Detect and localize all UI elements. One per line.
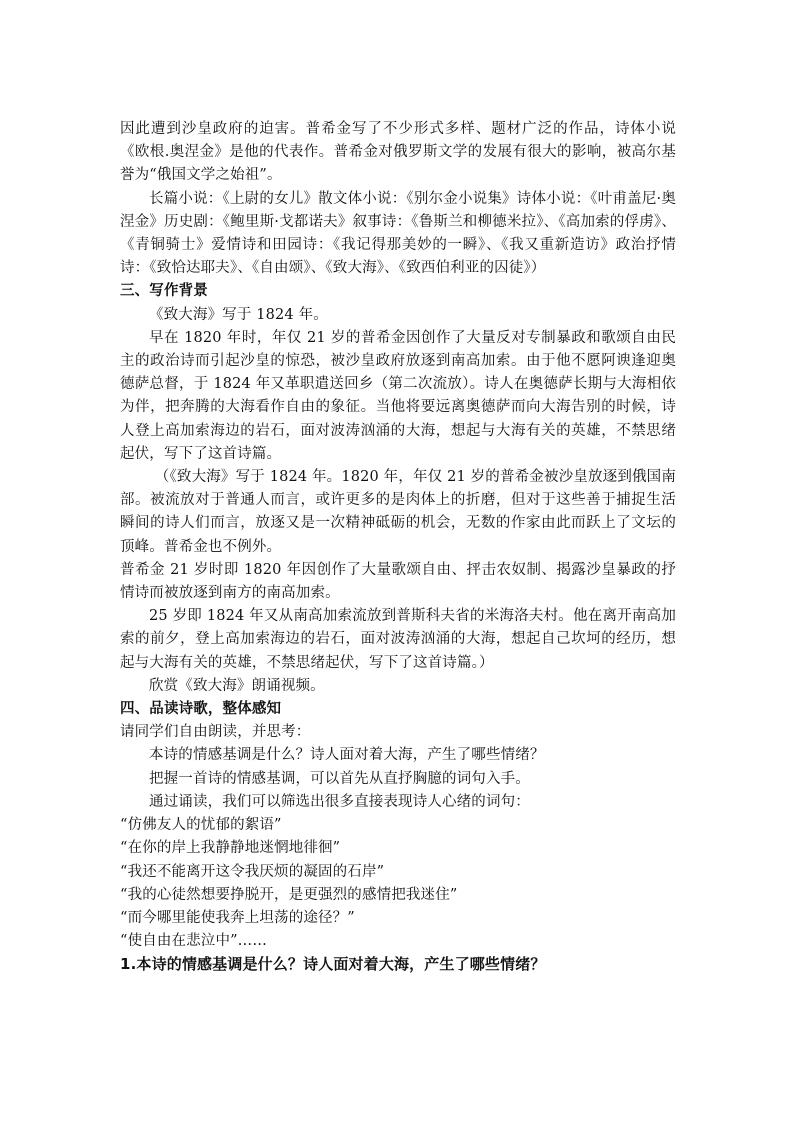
paragraph-exile-note: （《致大海》写于 1824 年。1820 年，年仅 21 岁的普希金被沙皇放逐到俄国南部。被流放对于普通人而言，或许更多的是肉体上的折磨，但对于这些善于捕捉生活瞬间的诗人们而言，放逐又是一次精神砥砺的机会，无数的作家由此而跃上了文坛的顶峰。普希金也不例外。 [120, 469, 676, 555]
quote-line: “我还不能离开这令我厌烦的凝固的石岸” [120, 863, 385, 880]
paragraph-question: 本诗的情感基调是什么？诗人面对着大海，产生了哪些情绪？ [149, 747, 545, 764]
paragraph-exile-south: 普希金 21 岁时即 1820 年因创作了大量歌颂自由、抨击农奴制、揭露沙皇暴政的抒情诗而被放逐到南方的南高加索。 [120, 561, 676, 602]
question-heading: 1.本诗的情感基调是什么？诗人面对着大海，产生了哪些情绪？ [120, 955, 546, 974]
paragraph-tip: 把握一首诗的情感基调，可以首先从直抒胸臆的词句入手。 [149, 770, 530, 787]
paragraph-background-detail: 早在 1820 年时，年仅 21 岁的普希金因创作了大量反对专制暴政和歌颂自由民主的政治诗而引起沙皇的惊恐，被沙皇政府放逐到南高加索。由于他不愿阿谀逢迎奥德萨总督，于 1824 年又革职遣送回乡（第二次流放）。诗人在奥德萨长期与大海相依为伴，把奔腾的大海看作自由的象征。当他将要远离奥德萨而向大海告别的时候，诗人登上高加索海边的岩石，面对波涛汹涌的大海，想起与大海有关的英雄，不禁思绪起伏，写下了这首诗篇。 [120, 329, 676, 462]
quote-line: “我的心徒然想要挣脱开，是更强烈的感情把我迷住” [120, 886, 458, 903]
section-heading-reading: 四、品读诗歌，整体感知 [120, 701, 282, 718]
section-heading-background: 三、写作背景 [120, 283, 208, 300]
quote-line: “而今哪里能使我奔上坦荡的途径？” [120, 909, 355, 926]
quote-line: “在你的岸上我静静地迷惘地徘徊” [120, 840, 341, 857]
paragraph-author-intro: 因此遭到沙皇政府的迫害。普希金写了不少形式多样、题材广泛的作品，诗体小说《欧根.奥涅金》是他的代表作。普希金对俄罗斯文学的发展有很大的影响，被高尔基誉为“俄国文学之始祖”。 [120, 121, 676, 184]
paragraph-filter: 通过诵读，我们可以筛选出很多直接表现诗人心绪的词句： [149, 793, 530, 810]
document-page [120, 118, 676, 977]
quote-line: “仿佛友人的忧郁的絮语” [120, 817, 282, 834]
paragraph-instruction: 请同学们自由朗读，并思考： [120, 724, 311, 741]
paragraph-works-list: 长篇小说：《上尉的女儿》散文体小说：《别尔金小说集》诗体小说：《叶甫盖尼·奥涅金》历史剧：《鲍里斯·戈都诺夫》叙事诗：《鲁斯兰和柳德米拉》、《高加索的俘虏》、《青铜骑士》爱情诗和田园诗：《我记得那美妙的一瞬》、《我又重新造访》政治抒情诗：《致恰达耶夫》、《自由颂》、《致大海》、《致西伯利亚的囚徒》） [120, 190, 676, 277]
paragraph-video: 欣赏《致大海》朗诵视频。 [149, 677, 325, 694]
paragraph-exile-village: 25 岁即 1824 年又从南高加索流放到普斯科夫省的米海洛夫村。他在离开南高加索的前夕，登上高加索海边的岩石，面对波涛汹涌的大海，想起自己坎坷的经历，想起与大海有关的英雄，不禁思绪起伏，写下了这首诗篇。） [120, 608, 676, 671]
quote-list [120, 814, 676, 953]
quote-line: “使自由在悲泣中”…… [120, 933, 267, 950]
paragraph-written-date: 《致大海》写于 1824 年。 [149, 306, 328, 323]
